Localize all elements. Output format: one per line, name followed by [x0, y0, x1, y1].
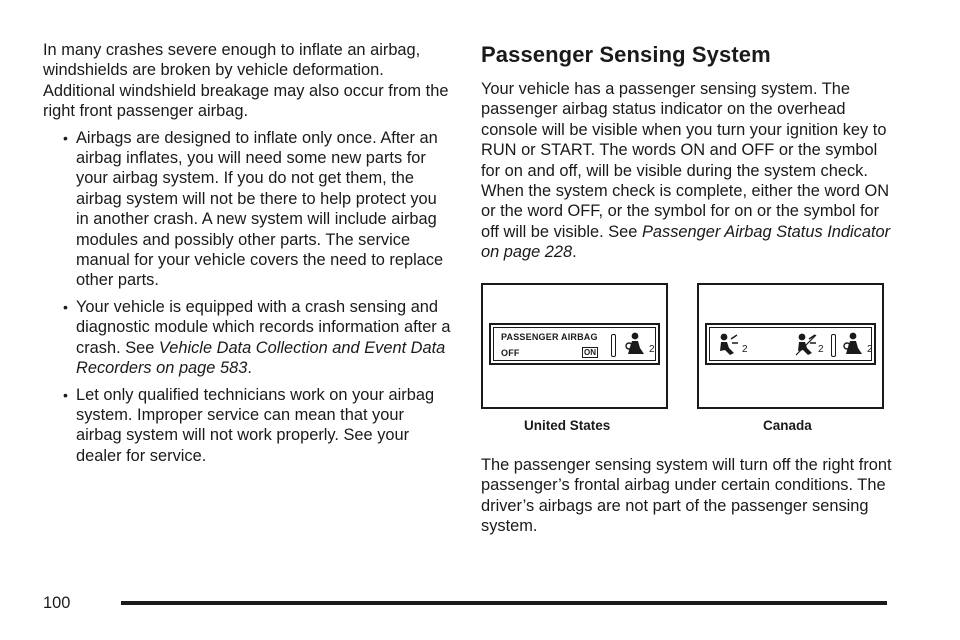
- canada-caption: Canada: [763, 418, 812, 433]
- bullet-list: [43, 128, 451, 467]
- divider: [611, 334, 616, 357]
- left-column: [43, 40, 451, 472]
- passenger-airbag-icon: [624, 332, 648, 358]
- paragraph-end: .: [572, 243, 577, 262]
- page-number: 100: [43, 594, 71, 612]
- us-indicator-display: [489, 323, 660, 365]
- on-label: ON: [584, 348, 596, 357]
- right-column: [481, 40, 893, 263]
- us-indicator-panel: [481, 283, 668, 409]
- bullet-icon: •: [63, 386, 68, 403]
- section-heading: Passenger Sensing System: [481, 42, 771, 67]
- paragraph-text: Your vehicle has a passenger sensing system. The passenger airbag status indicator on the overhead console will be visible when you turn your ignition key to RUN or START. The words ON and OFF or the symbol for on and off, will be visible during the system check. When the system check is complete, either the word ON or the word OFF, or the symbol for on or the symbol for off will be visible. See: [481, 80, 890, 241]
- canada-indicator-panel: [697, 283, 884, 409]
- off-label: OFF: [501, 348, 520, 358]
- closing-paragraph: The passenger sensing system will turn off the right front passenger’s frontal airbag under certain conditions. The driver’s airbags are not part of the passenger sensing system.: [481, 456, 892, 536]
- bullet-text: Airbags are designed to inflate only once. After an airbag inflates, you will need some new parts for your airbag system. If you do not get them, the airbag system will not be there to help protect you in another crash. A new system will include airbag modules and possibly other parts. The service manual for your vehicle covers the need to replace other parts.: [76, 128, 444, 290]
- subscript-label: 2: [867, 344, 873, 355]
- airbag-on-icon: [718, 333, 740, 357]
- divider: [831, 334, 836, 357]
- bullet-icon: •: [63, 129, 68, 146]
- cross-reference-link[interactable]: Vehicle Data Collection and Event Data Recorders on page 583: [76, 338, 446, 378]
- body-paragraph: [481, 79, 893, 263]
- footer-rule: [121, 601, 887, 605]
- subscript-label: 2: [742, 344, 748, 355]
- us-caption: United States: [524, 418, 611, 433]
- list-item: [43, 385, 451, 467]
- list-item: [43, 128, 451, 291]
- bullet-text: Let only qualified technicians work on your airbag system. Improper service can mean that your airbag system will not work properly. See your dealer for service.: [76, 385, 435, 465]
- subscript-label: 2: [818, 344, 824, 355]
- list-item: [43, 297, 451, 379]
- intro-paragraph: In many crashes severe enough to inflate an airbag, windshields are broken by vehicle deformation. Additional windshield breakage may also occur from the right front passenger airbag.: [43, 41, 449, 121]
- airbag-off-icon: [796, 333, 818, 357]
- bullet-icon: •: [63, 298, 68, 315]
- cross-reference-link[interactable]: Passenger Airbag Status Indicator on page 228: [481, 222, 891, 262]
- subscript-label: 2: [649, 344, 655, 355]
- indicator-figures: [481, 283, 886, 441]
- canada-indicator-display: [705, 323, 876, 365]
- bullet-text: Your vehicle is equipped with a crash sensing and diagnostic module which records information after a crash. See: [76, 297, 451, 357]
- passenger-airbag-label: PASSENGER AIRBAG: [501, 332, 598, 342]
- passenger-airbag-icon: [842, 332, 866, 358]
- bullet-text-end: .: [247, 359, 252, 378]
